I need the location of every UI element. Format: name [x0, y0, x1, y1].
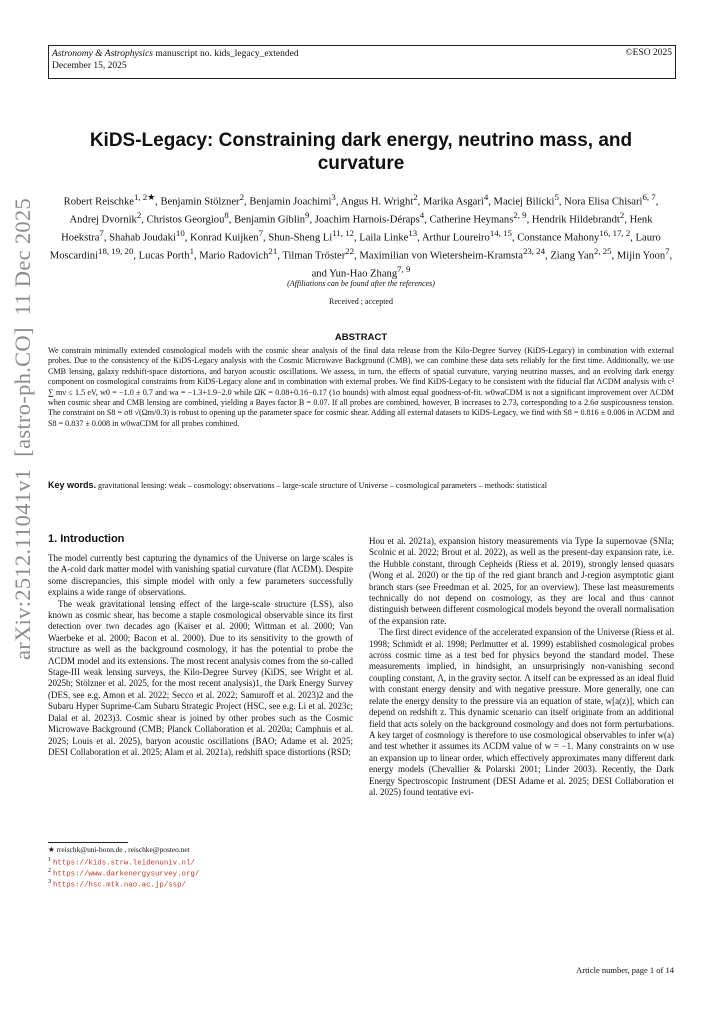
footnote-mark: 2	[48, 868, 52, 874]
footnote-mark: 1	[48, 857, 52, 863]
keywords-text: gravitational lensing: weak – cosmology: observations – large-scale structure of Universe – cosmological parameters – methods: statistical	[98, 481, 547, 490]
paragraph: The model currently best capturing the dynamics of the Universe on large scales is the A-cold dark matter model with vanishing spatial curvature (flat ΛCDM). Despite some discrepancies, this simple model with only a few parameters successfully explains a wide range of observations.	[48, 553, 353, 598]
footnote-3	[48, 878, 186, 891]
paragraph: Hou et al. 2021a), expansion history measurements via Type Ia supernovae (SNIa; Scolnic et al. 2022; Brout et al. 2022), as well as the present-day expansion rate, i.e. the Hubble constant, through Cepheids (Riess et al. 2019), strongly lensed quasars (Wong et al. 2020) or the tip of the red giant branch and J-region asymptotic giant branch stars (see Freedman et al. 2025, for an overview). These last measurements technically do not depend on cosmology, as they are local and thus cannot distinguish between different cosmological models beyond the overall normalisation of the expansion rate.	[369, 536, 674, 626]
footnote-corresponding: ★ rreischk@uni-bonn.de , reischke@posteo.net	[48, 845, 190, 854]
right-column	[369, 536, 674, 798]
copyright: ©ESO 2025	[625, 48, 672, 58]
footnote-link[interactable]: https://www.darkenergysurvey.org/	[52, 870, 200, 879]
keywords	[48, 480, 674, 491]
manuscript-id: manuscript no. kids_legacy_extended	[155, 49, 299, 59]
paragraph: The first direct evidence of the accelerated expansion of the Universe (Riess et al. 1998; Schmidt et al. 1998; Perlmutter et al. 1999) established cosmological probes across cosmic time as a test bed for physics beyond the standard model. These measurements implied, in hindsight, an unsurprisingly non-vanishing second coupling constant, Λ, in the gravity sector. Λ itself can be expressed as an ideal fluid with constant energy density and with negative pressure. More generally, one can relate the energy density to the pressure via an equation of state, w[a(z)], which can depend on redshift z. This dynamic scenario can itself originate from an additional field that acts solely on the background cosmology and does not form perturbations. A key target of cosmology is therefore to use cosmological observables to infer w(a) and test whether it assumes its ΛCDM value of w = −1. Many constraints on w use an expansion up to linear order, which effectively approximates many different dark energy models (Chevallier & Polarski 2001; Linder 2003). Recently, the Dark Energy Spectroscopic Instrument (DESI Adame et al. 2025; DESI Collaboration et al. 2025) found tentative evi-	[369, 627, 674, 797]
keywords-label: Key words.	[48, 480, 97, 490]
footnote-mark: 3	[48, 879, 52, 885]
journal-name: Astronomy & Astrophysics	[52, 49, 153, 59]
header-left	[52, 48, 299, 72]
page-footer: Article number, page 1 of 14	[576, 965, 674, 975]
manuscript-header-box	[48, 45, 676, 79]
section-heading: 1. Introduction	[48, 533, 125, 545]
abstract-heading: ABSTRACT	[334, 332, 388, 343]
header-date: December 15, 2025	[52, 61, 127, 71]
footnote-rule	[48, 842, 128, 843]
footnote-link[interactable]: https://hsc.mtk.nao.ac.jp/ssp/	[52, 881, 186, 890]
author-list: Robert Reischke$^{1, 2★}$, Benjamin Stölzner$^2$, Benjamin Joachimi$^3$, Angus H. Wright$^2$, Marika Asgari$^4$, Maciej Bilicki$^5$, Nora Elisa Chisari$^{6, 7}$, Andrej Dvornik$^2$, Christos Georgiou$^8$, Benjamin Giblin$^9$, Joachim Harnois-Déraps$^4$, Catherine Heymans$^{2, 9}$, Hendrik Hildebrandt$^2$, Henk Hoekstra$^7$, Shahab Joudaki$^{10}$, Konrad Kuijken$^7$, Shun-Sheng Li$^{11, 12}$, Laila Linke$^{13}$, Arthur Loureiro$^{14, 15}$, Constance Mahony$^{16, 17, 2}$, Lauro Moscardini$^{18, 19, 20}$, Lucas Porth$^1$, Mario Radovich$^{21}$, Tilman Tröster$^{22}$, Maximilian von Wietersheim-Kramsta$^{23, 24}$, Ziang Yan$^{2, 25}$, Mijin Yoon$^7$, and Yun-Hao Zhang$^{7, 9}$	[49, 192, 673, 280]
paper-title: KiDS-Legacy: Constraining dark energy, neutrino mass, and curvature	[89, 130, 633, 174]
affiliations-note: (Affiliations can be found after the references)	[287, 279, 435, 288]
left-column	[48, 553, 353, 758]
received-line: Received ; accepted	[329, 297, 393, 306]
arxiv-id: arXiv:2512.11041v1 [astro-ph.CO] 11 Dec 2025	[10, 197, 35, 660]
paragraph: The weak gravitational lensing effect of the large-scale structure (LSS), also known as cosmic shear, has become a staple cosmological observable since its first detection over two decades ago (Kaiser et al. 2000; Wittman et al. 2000; Van Waerbeke et al. 2000; Bacon et al. 2000). Due to its sensitivity to the growth of structure as well as the background cosmology, it has the potential to probe the ΛCDM model and its extensions. The most recent analysis comes from the so-called Stage-III weak lensing surveys, the Kilo-Degree Survey (KiDS, see Wright et al. 2025b; Stölzner et al. 2025, for the most recent analysis)1, the Dark Energy Survey (DES, see e.g. Amon et al. 2022; Secco et al. 2022; Samuroff et al. 2023)2 and the Subaru Hyper Suprime-Cam Subaru Strategic Project (HSC, see e.g. Li et al. 2023c; Dalal et al. 2023)3. Cosmic shear is joined by other probes such as the Cosmic Microwave Background (CMB; Planck Collaboration et al. 2020a; Camphuis et al. 2025; Louis et al. 2025), baryon acoustic oscillations (BAO; Adame et al. 2025; DESI Collaboration et al. 2025; Alam et al. 2021a), redshift space distortions (RSD;	[48, 598, 353, 757]
abstract-text: We constrain minimally extended cosmological models with the cosmic shear analysis of the final data release from the Kilo-Degree Survey (KiDS-Legacy) in combination with external probes. Due to the consistency of the KiDS-Legacy analysis with the Cosmic Microwave Background (CMB), we can combine these data sets reliably for the first time. Additionally, we use CMB lensing, galaxy redshift-space distortions, and baryon acoustic oscillations. We assess, in turn, the effects of spatial curvature, varying neutrino masses, and an evolving dark energy component on cosmological constraints from KiDS-Legacy alone and in combination with external probes. We find KiDS-Legacy to be consistent with the fiducial flat ΛCDM analysis with c² ∑ mν ≤ 1.5 eV, w0 = −1.0 ± 0.7 and wa = −1.3+1.9−2.0 while ΩK = 0.08+0.16−0.17 (1σ bounds) with almost equal goodness-of-fit. w0waCDM is not a significant improvement over ΛCDM when cosmic shear and CMB lensing are combined, yielding a Bayes factor B = 0.07. If all probes are combined, however, B increases to 2.73, corresponding to a 2.6σ suspicousness tension. The constraint on S8 = σ8 √(Ωm/0.3) is robust to opening up the parameter space for cosmic shear. Adding all external datasets to KiDS-Legacy, we find with S8 = 0.816 ± 0.006 in ΛCDM and S8 = 0.837 ± 0.008 in w0waCDM for all probes combined.	[48, 346, 674, 428]
footnote-link[interactable]: https://kids.strw.leidenuniv.nl/	[52, 859, 195, 868]
